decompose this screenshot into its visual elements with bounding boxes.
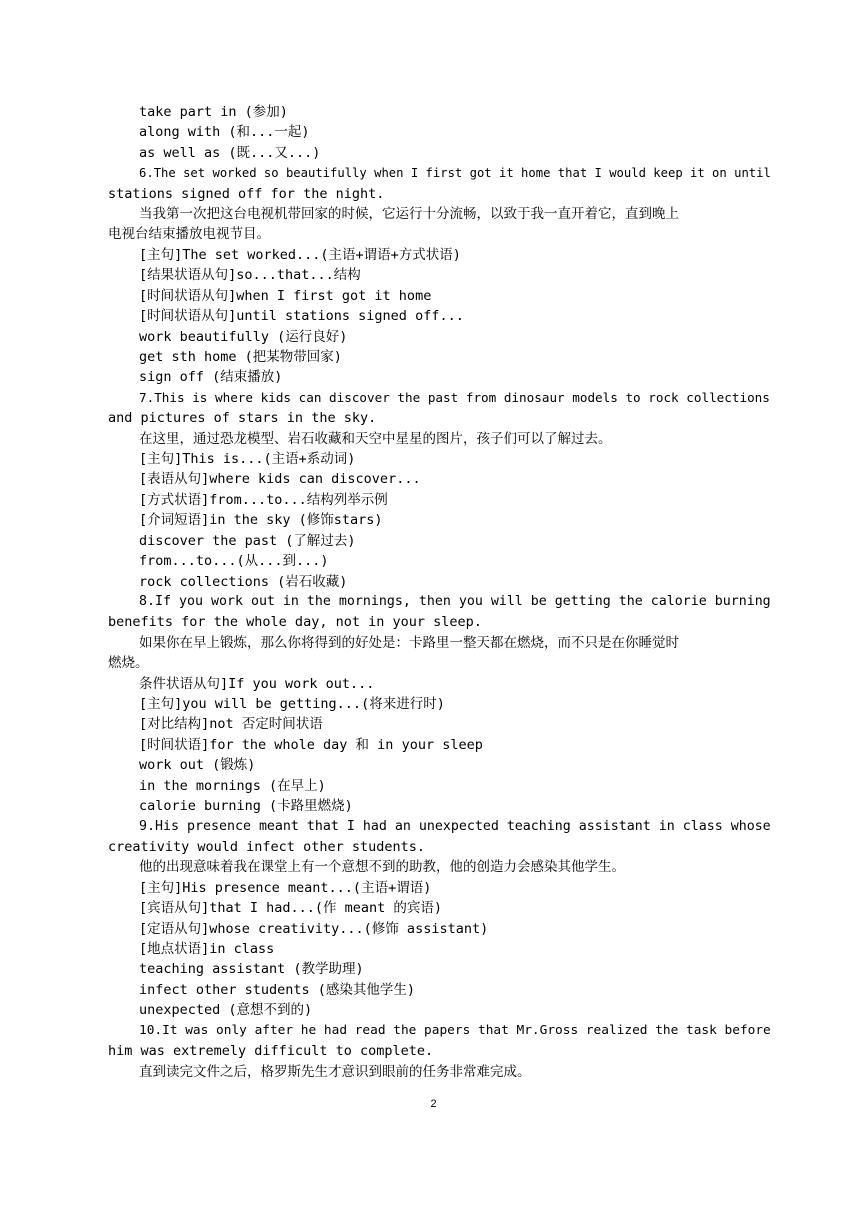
text-line: discover the past (了解过去) bbox=[139, 533, 356, 549]
text-line: take part in (参加) bbox=[139, 104, 288, 120]
text-line: [主句]you will be getting...(将来进行时) bbox=[139, 696, 445, 712]
text-line: 8.If you work out in the mornings, then you will be getting the calorie burning bbox=[139, 594, 771, 609]
text-line: [对比结构]not 否定时间状语 bbox=[139, 716, 323, 732]
text-line: [时间状语]for the whole day 和 in your sleep bbox=[139, 737, 483, 753]
text-line: calorie burning (卡路里燃烧) bbox=[139, 798, 353, 814]
text-line: infect other students (感染其他学生) bbox=[139, 982, 416, 998]
text-line: [结果状语从句]so...that...结构 bbox=[139, 267, 361, 283]
text-line: stations signed off for the night. bbox=[108, 186, 385, 202]
text-line: from...to...(从...到...) bbox=[139, 553, 329, 569]
text-line: 6.The set worked so beautifully when I first got it home that I would keep it on until bbox=[139, 166, 771, 180]
text-line: 燃烧。 bbox=[108, 655, 149, 671]
text-line: unexpected (意想不到的) bbox=[139, 1002, 313, 1018]
text-line: 7.This is where kids can discover the past from dinosaur models to rock collections bbox=[139, 390, 770, 405]
text-line: 如果你在早上锻炼，那么你将得到的好处是：卡路里一整天都在燃烧，而不只是在你睡觉时 bbox=[139, 635, 679, 651]
text-line: [介词短语]in the sky (修饰stars) bbox=[139, 512, 383, 528]
text-line: him was extremely difficult to complete. bbox=[108, 1043, 434, 1059]
text-line: rock collections (岩石收藏) bbox=[139, 574, 348, 590]
text-line: 在这里，通过恐龙模型、岩石收藏和天空中星星的图片，孩子们可以了解过去。 bbox=[139, 431, 612, 447]
text-line: 当我第一次把这台电视机带回家的时候，它运行十分流畅，以致于我一直开着它，直到晚上 bbox=[139, 206, 679, 222]
text-line: [地点状语]in class bbox=[139, 941, 275, 957]
text-line: 他的出现意味着我在课堂上有一个意想不到的助教，他的创造力会感染其他学生。 bbox=[139, 859, 625, 875]
text-line: as well as (既...又...) bbox=[139, 145, 321, 161]
text-line: [定语从句]whose creativity...(修饰 assistant) bbox=[139, 921, 489, 937]
text-line: get sth home (把某物带回家) bbox=[139, 349, 342, 365]
text-line: [方式状语]from...to...结构列举示例 bbox=[139, 492, 388, 508]
text-line: [宾语从句]that I had...(作 meant 的宾语) bbox=[139, 900, 443, 916]
text-line: [时间状语从句]when I first got it home bbox=[139, 288, 432, 304]
text-line: creativity would infect other students. bbox=[108, 839, 425, 855]
text-line: 电视台结束播放电视节目。 bbox=[108, 226, 270, 242]
text-line: [时间状语从句]until stations signed off... bbox=[139, 308, 464, 324]
text-line: 直到读完文件之后，格罗斯先生才意识到眼前的任务非常难完成。 bbox=[139, 1064, 531, 1080]
text-line: sign off (结束播放) bbox=[139, 369, 283, 385]
text-line: [主句]The set worked...(主语+谓语+方式状语) bbox=[139, 247, 461, 263]
text-line: [主句]His presence meant...(主语+谓语) bbox=[139, 880, 432, 896]
text-line: in the mornings (在早上) bbox=[139, 778, 326, 794]
text-line: 条件状语从句]If you work out... bbox=[139, 676, 375, 692]
text-line: teaching assistant (教学助理) bbox=[139, 961, 364, 977]
text-line: 10.It was only after he had read the papers that Mr.Gross realized the task before bbox=[139, 1023, 771, 1038]
text-line: benefits for the whole day, not in your sleep. bbox=[108, 614, 482, 630]
page-number: 2 bbox=[430, 1098, 437, 1110]
text-line: along with (和...一起) bbox=[139, 124, 310, 140]
text-line: [主句]This is...(主语+系动词) bbox=[139, 451, 356, 467]
text-line: and pictures of stars in the sky. bbox=[108, 410, 377, 426]
text-line: [表语从句]where kids can discover... bbox=[139, 471, 421, 487]
text-line: work beautifully (运行良好) bbox=[139, 329, 348, 345]
text-line: work out (锻炼) bbox=[139, 757, 256, 773]
text-line: 9.His presence meant that I had an unexpected teaching assistant in class whose bbox=[139, 819, 771, 834]
